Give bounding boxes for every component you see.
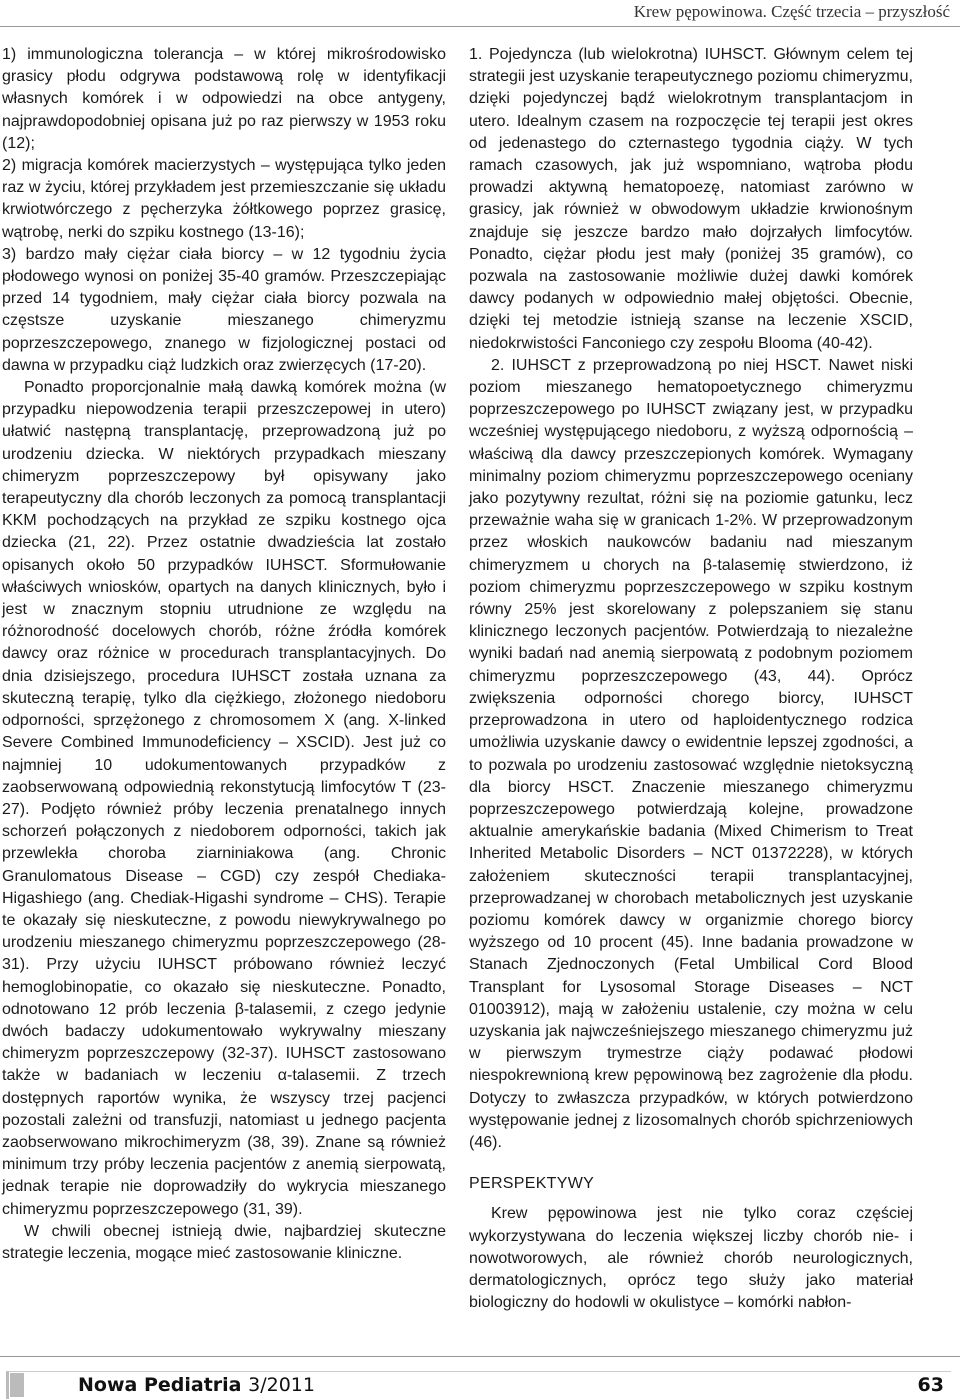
journal-name <box>78 1374 315 1396</box>
left-column <box>2 44 446 1265</box>
strategy-2-paragraph: 2. IUHSCT z przeprowadzoną po niej HSCT. Nawet niski poziom mieszanego hematopoetycznego chimeryzmu poprzeszczepowego po IUHSCT związany jest, w przypadku wcześniej występującego niedoboru, z wyższą odpornością – właściwą dla dawcy przeszczepionych komórek. Wymagany minimalny poziom chimeryzmu poprzeszczepowego oceniany jako pozytywny rezultat, różni się na poziomie gatunku, lecz przeważnie waha się w granicach 1-2%. W przeprowadzonym przez włoskich naukowców badaniu nad mieszanym chimeryzmem u chorych na β-talasemię stwierdzono, iż poziom chimeryzmu poprzeszczepowego w szpiku kostnym równy 25% jest skorelowany z polepszaniem się stanu klinicznego leczonych pacjentów. Potwierdzają to niezależne wyniki badań nad anemią sierpowatą z podobnym poziomem chimeryzmu poprzeszczepowego (43, 44). Oprócz zwiększenia odporności chorego biorcy, IUHSCT przeprowadzona in utero od haploidentycznego rodzica umożliwia uzyskanie dawcy o ewidentnie lepszej zgodności, a to pozwala po urodzeniu zastosować względnie nietoksyczną dla biorcy HSCT. Znaczenie mieszanego chimeryzmu poprzeszczepowego potwierdzają kolejne, prowadzone aktualnie amerykańskie badania (Mixed Chimerism to Treat Inherited Metabolic Disorders – NCT 01372228), w których założeniem skuteczności terapii transplantacyjnej, przeprowadzanej w chorobach metabolicznych jest uzyskanie poziomu komórek dawcy w organizmie chorego biorcy wyższego od 10 procent (45). Inne badania prowadzone w Stanach Zjednoczonych (Fetal Umbilical Cord Blood Transplant for Lysosomal Storage Diseases – NCT 01003912), mają w założeniu ustalenie, czy można w celu uzyskania jak najwcześniejszego mieszanego chimeryzmu już w pierwszym trymestrze ciąży podawać płodowi niespokrewnioną krew pępowinową bez zagrożenie dla płodu. Dotyczy to zwłaszcza przypadków, w których potwierdzono występowanie jednej z lizosomalnych chorób spichrzeniowych (46). <box>469 356 913 1151</box>
body-paragraph: Ponadto proporcjonalnie małą dawką komórek można (w przypadku niepowodzenia terapii przeszczepowej in utero) ułatwić następną transplantację, przeprowadzoną już po urodzeniu dziecka. W niektórych przypadkach mieszany chimeryzm poprzeszczepowy był opisywany jako terapeutyczny dla chorób leczonych za pomocą transplantacji KKM pochodzących na przykład ze szpiku kostnego ojca dziecka (21, 22). Przez ostatnie dwadzieścia lat zostało opisanych około 50 przypadków IUHSCT. Sformułowanie właściwych wniosków, opartych na danych klinicznych, było i jest w znacznym stopniu utrudnione ze względu na różnorodność docelowych chorób, różne źródła komórek dawcy oraz różnice w procedurach transplantacyjnych. Do dnia dzisiejszego, procedura IUHSCT została uznana za skuteczną terapię, tylko dla ciężkiego, złożonego niedoboru odporności, sprzężonego z chromosomem X (ang. X-linked Severe Combined Immunodeficiency – XSCID). Jest już co najmniej 10 udokumentowanych przypadków z zaobserwowaną odpowiednią rekonstytucją limfocytów T (23-27). Podjęto również próby leczenia prenatalnego innych schorzeń połączonych z niedoborem odporności, takich jak przewlekła choroba ziarniniakowa (ang. Chronic Granulomatous Disease – CGD) czy zespół Chediaka-Higashiego (ang. Chediak-Higashi syndrome – CHS). Terapie te okazały się nieskuteczne, z powodu niewykrywalnego po urodzeniu mieszanego chimeryzmu poprzeszczepowego (28-31). Przy użyciu IUHSCT próbowano również leczyć hemoglobinopatie, co okazało się nieskuteczne. Ponadto, odnotowano 12 prób leczenia β-talasemii, z czego jedynie dwóch badaczy udokumentowało wykrywalny mieszany chimeryzm poprzeszczepowy (32-37). IUHSCT zastosowano także w badaniach w leczeniu α-talasemii. Z trzech dostępnych raportów wynika, że wszyscy trzej pacjenci pozostali zależni od transfuzji, natomiast u jednego pacjenta zaobserwowano mikrochimeryzm (38, 39). Znane są również minimum trzy próby leczenia pacjentów z anemią sierpowatą, jednak terapie nie doprowadziły do wykrycia mieszanego chimeryzmu poprzeszczepowego (31, 39). <box>2 379 446 1218</box>
right-column <box>469 44 913 1314</box>
footer-divider <box>0 1356 960 1357</box>
section-heading: PERSPEKTYWY <box>469 1175 595 1193</box>
journal-title: Nowa Pediatria <box>78 1374 242 1396</box>
list-item-3: 3) bardzo mały ciężar ciała biorcy – w 12 tygodniu życia płodowego wynosi on poniżej 35-40 gramów. Przeszczepiając przed 14 tygodniem, mały ciężar ciała biorcy pozwala na częstsze uzyskanie mieszanego chimeryzmu poprzeszczepowego, znanego w fizjologicznej postaci od dawna w przypadku ciąż ludzkich oraz zwierzęcych (17-20). <box>2 245 446 374</box>
strategy-1-paragraph: 1. Pojedyncza (lub wielokrotna) IUHSCT. Głównym celem tej strategii jest uzyskanie terapeutycznego poziomu chimeryzmu, dzięki pojedynczej bądź wielokrotnym transplantacjom in utero. Idealnym czasem na rozpoczęcie tej terapii jest okres od jedenastego do czternastego tygodnia ciąży. W tych ramach czasowych, jak już wspomniano, wątroba płodu prowadzi aktywną hematopoezę, natomiast zarówno w grasicy, jak również w obwodowym układzie krwionośnym znajduje się jeszcze bardzo mało dojrzałych limfocytów. Ponadto, ciężar płodu jest mały (poniżej 35 gramów), co pozwala na zastosowanie możliwie dużej dawki komórek dawcy podanych w odpowiednio małej objętości. Obecnie, dzięki tej metodzie istnieją szanse na leczenie XSCID, niedokrwistości Fanconiego czy zespołu Blooma (40-42). <box>469 46 913 352</box>
list-item-1: 1) immunologiczna tolerancja – w której mikrośrodowisko grasicy płodu odgrywa podstawową rolę w identyfikacji własnych komórek i w odpowiedzi na obce antygeny, najprawdopodobniej opisana już po raz pierwszy w 1953 roku (12); <box>2 46 446 152</box>
list-item-2: 2) migracja komórek macierzystych – występująca tylko jeden raz w życiu, której przykładem jest przemieszczanie się układu krwiotwórczego z pęcherzyka żółtkowego poprzez grasicę, wątrobę, nerki do szpiku kostnego (13-16); <box>2 157 446 241</box>
journal-issue: 3/2011 <box>248 1374 315 1396</box>
header-divider <box>0 26 960 27</box>
footer-decoration <box>10 1373 24 1397</box>
section-paragraph: Krew pępowinowa jest nie tylko coraz częściej wykorzystywana do leczenia większej liczby chorób nie- i nowotworowych, ale również chorób neurologicznych, dermatologicznych, oprócz tego służy jako materiał biologiczny do hodowli w okulistyce – komórki nabłon- <box>469 1205 913 1312</box>
body-paragraph: W chwili obecnej istnieją dwie, najbardziej skuteczne strategie leczenia, mogące mieć zastosowanie kliniczne. <box>2 1222 446 1262</box>
running-head: Krew pępowinowa. Część trzecia – przyszłość <box>633 2 950 21</box>
page-number: 63 <box>917 1374 944 1396</box>
